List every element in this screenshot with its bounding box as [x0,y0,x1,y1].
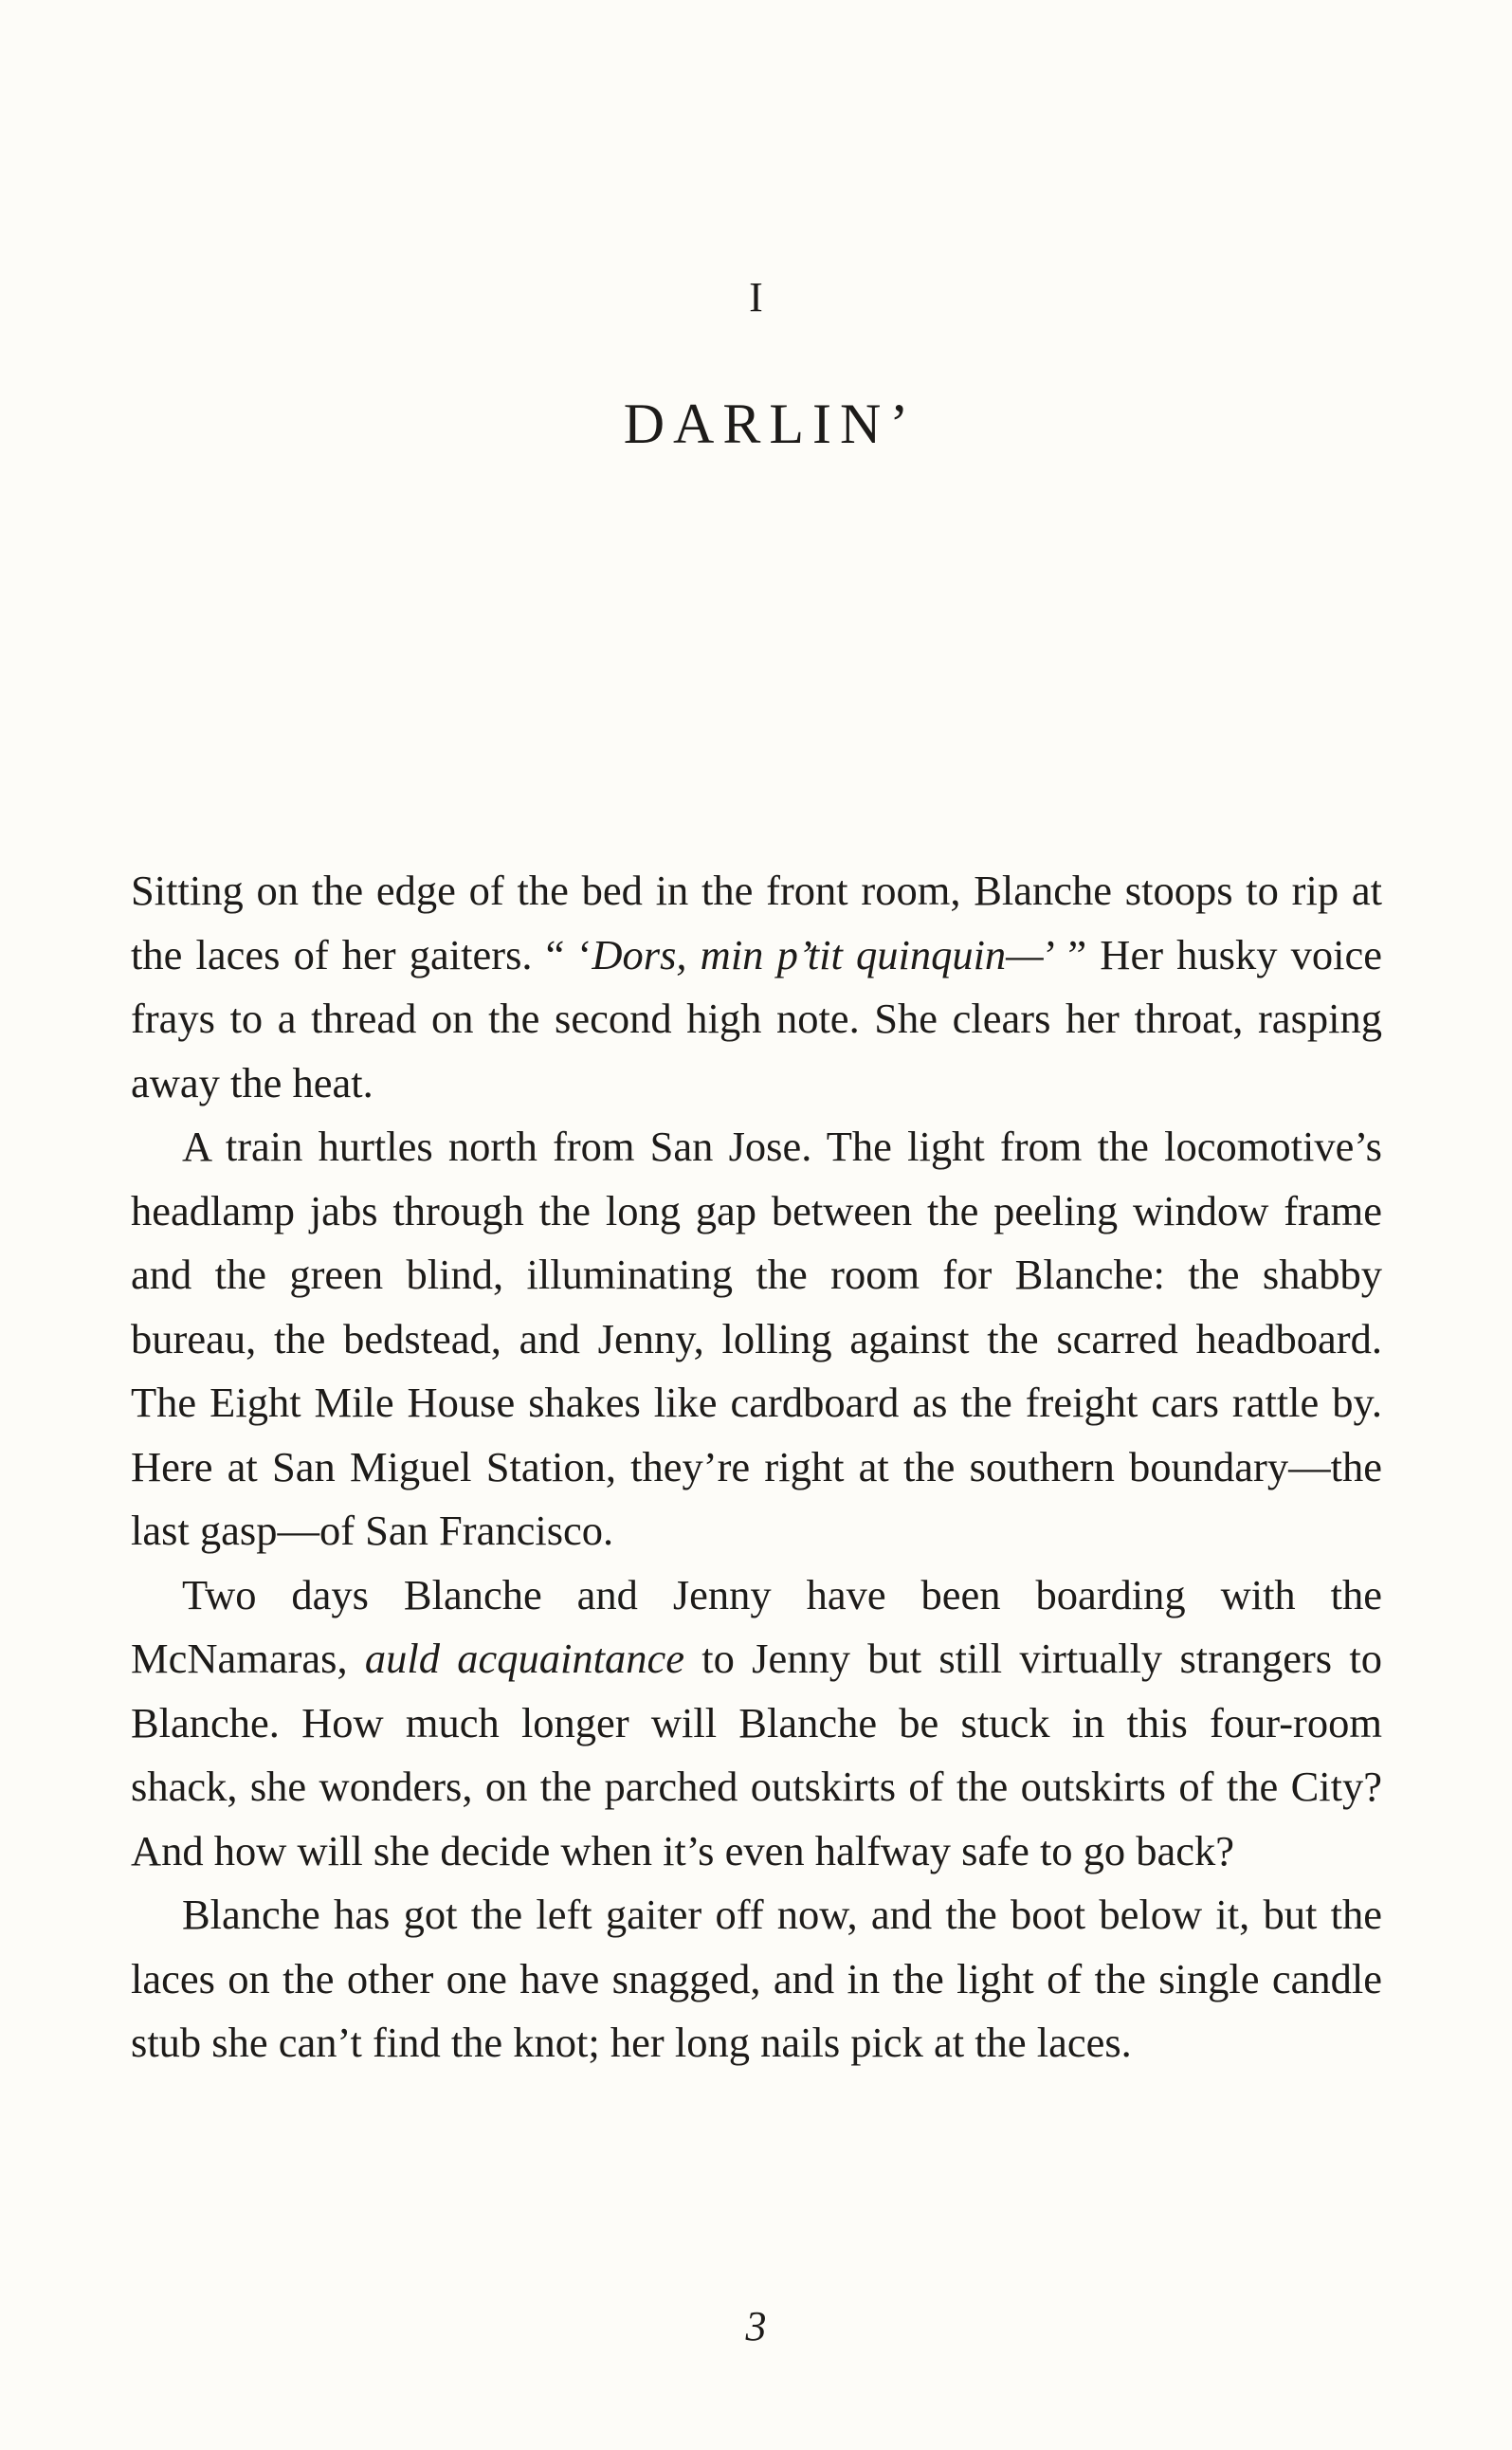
paragraph-2 [131,1115,1382,1563]
paragraph-1-segment-3: ’ ” Her husky voice frays to a thread on the second high note. She clears her throat, rasping away the heat. [131,930,1382,1106]
paragraph-4-segment-1: Blanche has got the left gaiter off now, and the boot below it, but the laces on the other one have snagged, and in the light of the single candle stub she can’t find the knot; her long nails pick at the laces. [131,1891,1382,2066]
paragraph-3 [131,1563,1382,1884]
paragraph-2-segment-1: A train hurtles north from San Jose. The light from the locomotive’s headlamp jabs through the long gap between the peeling window frame and the green blind, illuminating the room for Blanche: the shabby bureau, the bedstead, and Jenny, lolling against the scarred headboard. The Eight Mile House shakes like cardboard as the freight cars rattle by. Here at San Miguel Station, they’re right at the southern boundary—the last gasp—of San Francisco. [131,1123,1382,1554]
paragraph-4 [131,1883,1382,2075]
paragraph-3-segment-1: Two days Blanche and Jenny have been boarding with the McNamaras, [131,1570,1382,1682]
paragraph-3-italic-phrase: auld acquaintance [364,1635,684,1682]
body-text [131,859,1382,2075]
chapter-number: I [749,274,763,320]
paragraph-3-segment-3: to Jenny but still virtually strangers to Blanche. How much longer will Blanche be stuck in this four-room shack, she wonders, on the parched outskirts of the outskirts of the City? And how will she decide when it’s even halfway safe to go back? [131,1635,1382,1874]
paragraph-1-segment-1: Sitting on the edge of the bed in the front room, Blanche stoops to rip at the laces of her gaiters. “ ‘ [131,867,1382,978]
chapter-title: DARLIN’ [623,393,918,455]
paragraph-1-italic-lullaby: Dors, min p’tit quinquin— [592,930,1044,978]
paragraph-1 [131,859,1382,1115]
page-number: 3 [745,2303,767,2349]
